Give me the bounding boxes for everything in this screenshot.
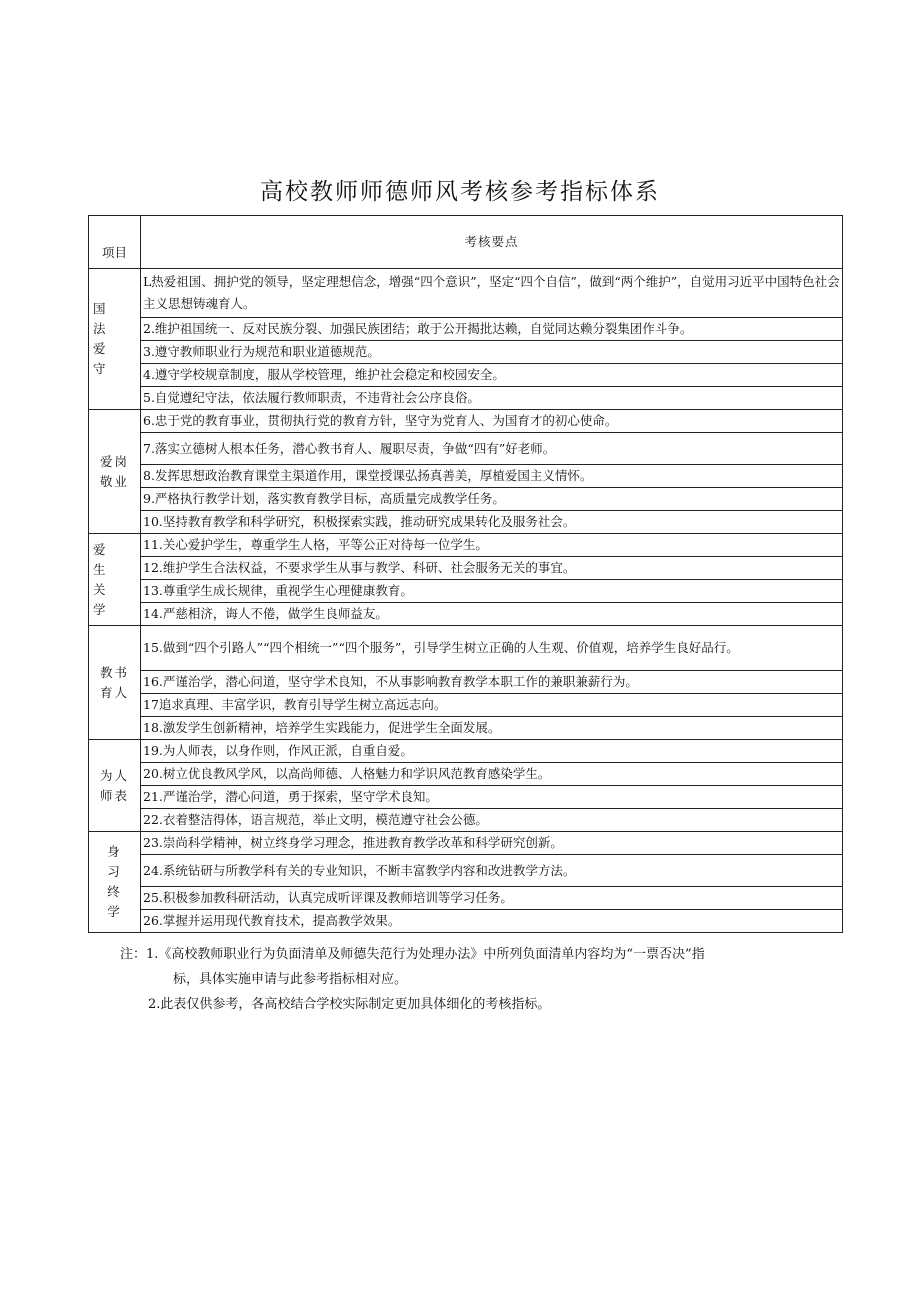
category-label: 习	[107, 864, 122, 879]
category-label: 国	[93, 301, 108, 316]
table-row	[89, 511, 843, 534]
criterion-item: 9.严格执行教学计划，落实教育教学目标，高质量完成教学任务。	[141, 488, 843, 511]
note-1: 注：1.《高校教师职业行为负面清单及师德失范行为处理办法》中所列负面清单内容均为“一票否决”指	[120, 947, 705, 962]
criterion-item: 12.维护学生合法权益，不要求学生从事与教学、科研、社会服务无关的事宜。	[141, 557, 843, 580]
table-row	[89, 763, 843, 786]
category-cell	[89, 832, 141, 933]
category-label: 法	[93, 321, 108, 336]
header-content: 考核要点	[141, 216, 843, 269]
table-row	[89, 341, 843, 364]
note-1-continued: 标，具体实施申请与此参考指标相对应。	[173, 972, 408, 987]
table-row	[89, 534, 843, 557]
table-row	[89, 557, 843, 580]
category-label: 爱岗	[99, 453, 129, 469]
category-label: 关	[93, 581, 108, 597]
criterion-item: 23.崇尚科学精神，树立终身学习理念，推进教育教学改革和科学研究创新。	[141, 832, 843, 855]
category-label: 爱	[93, 541, 108, 557]
criterion-item: 20.树立优良教风学风，以高尚师德、人格魅力和学识风范教育感染学生。	[141, 763, 843, 786]
criterion-item: 15.做到“四个引路人”“四个相统一”“四个服务”，引导学生树立正确的人生观、价值观，培养学生良好品行。	[141, 626, 843, 671]
category-label: 为人	[99, 767, 129, 783]
criterion-item: 17追求真理、丰富学识，教育引导学生树立高远志向。	[141, 694, 843, 717]
category-label: 身	[107, 844, 122, 859]
category-label: 教书	[99, 664, 129, 680]
criterion-item: L热爱祖国、拥护党的领导，坚定理想信念，增强“四个意识”，坚定“四个自信”，做到“两个维护”，自觉用习近平中国特色社会主义思想铸魂育人。	[141, 269, 843, 318]
category-label: 学	[93, 601, 108, 617]
table-header-row	[89, 216, 843, 269]
criterion-item: 16.严谨治学，潜心问道，坚守学术良知，不从事影响教育教学本职工作的兼职兼薪行为。	[141, 671, 843, 694]
criterion-item: 6.忠于党的教育事业，贯彻执行党的教育方针，坚守为党育人、为国育才的初心使命。	[141, 410, 843, 433]
criterion-item: 3.遵守教师职业行为规范和职业道德规范。	[141, 341, 843, 364]
category-label: 生	[93, 561, 108, 577]
table-row	[89, 387, 843, 410]
criterion-item: 13.尊重学生成长规律，重视学生心理健康教育。	[141, 580, 843, 603]
criterion-item: 24.系统钻研与所教学科有关的专业知识，不断丰富教学内容和改进教学方法。	[141, 855, 843, 887]
table-row	[89, 364, 843, 387]
table-row	[89, 269, 843, 318]
table-row	[89, 488, 843, 511]
table-row	[89, 410, 843, 433]
table-row	[89, 855, 843, 887]
table-row	[89, 809, 843, 832]
criterion-item: 7.落实立德树人根本任务，潜心教书育人、履职尽责，争做“四有”好老师。	[141, 433, 843, 465]
criterion-item: 11.关心爱护学生，尊重学生人格，平等公正对待每一位学生。	[141, 534, 843, 557]
table-row	[89, 465, 843, 488]
criterion-item: 2.维护祖国统一、反对民族分裂、加强民族团结；敢于公开揭批达赖，自觉同达赖分裂集团作斗争。	[141, 318, 843, 341]
criterion-item: 25.积极参加教科研活动，认真完成听评课及教师培训等学习任务。	[141, 887, 843, 910]
notes	[120, 942, 840, 1017]
page-title: 高校教师师德师风考核参考指标体系	[260, 179, 660, 205]
table-row	[89, 740, 843, 763]
table-row	[89, 910, 843, 933]
category-label: 终	[107, 884, 122, 899]
category-label: 爱	[93, 341, 108, 356]
table-row	[89, 694, 843, 717]
category-label: 学	[107, 904, 122, 919]
table-row	[89, 832, 843, 855]
criterion-item: 21.严谨治学，潜心问道，勇于探索，坚守学术良知。	[141, 786, 843, 809]
criterion-item: 8.发挥思想政治教育课堂主渠道作用，课堂授课弘扬真善美，厚植爱国主义情怀。	[141, 465, 843, 488]
note-2: 2.此表仅供参考，各高校结合学校实际制定更加具体细化的考核指标。	[148, 997, 551, 1012]
category-cell	[89, 410, 141, 534]
category-cell	[89, 269, 141, 410]
criterion-item: 10.坚持教育教学和科学研究，积极探索实践，推动研究成果转化及服务社会。	[141, 511, 843, 534]
criterion-item: 19.为人师表，以身作则，作风正派，自重自爱。	[141, 740, 843, 763]
table-row	[89, 717, 843, 740]
criterion-item: 14.严慈相济，诲人不倦，做学生良师益友。	[141, 603, 843, 626]
table-row	[89, 626, 843, 671]
table-row	[89, 433, 843, 465]
table-row	[89, 603, 843, 626]
criterion-item: 5.自觉遵纪守法，依法履行教师职责，不违背社会公序良俗。	[141, 387, 843, 410]
table-row	[89, 786, 843, 809]
category-cell	[89, 626, 141, 740]
assessment-table	[88, 215, 843, 933]
criterion-item: 22.衣着整洁得体，语言规范，举止文明，模范遵守社会公德。	[141, 809, 843, 832]
category-cell	[89, 534, 141, 626]
category-label: 敬业	[99, 473, 129, 489]
table-row	[89, 887, 843, 910]
criterion-item: 18.激发学生创新精神，培养学生实践能力，促进学生全面发展。	[141, 717, 843, 740]
header-item: 项目	[89, 216, 141, 269]
category-cell	[89, 740, 141, 832]
category-label: 守	[93, 361, 108, 376]
category-label: 育人	[99, 684, 129, 700]
table-row	[89, 580, 843, 603]
table-row	[89, 671, 843, 694]
criterion-item: 4.遵守学校规章制度，服从学校管理，维护社会稳定和校园安全。	[141, 364, 843, 387]
criterion-item: 26.掌握并运用现代教育技术，提高教学效果。	[141, 910, 843, 933]
table-row	[89, 318, 843, 341]
category-label: 师表	[99, 787, 129, 803]
